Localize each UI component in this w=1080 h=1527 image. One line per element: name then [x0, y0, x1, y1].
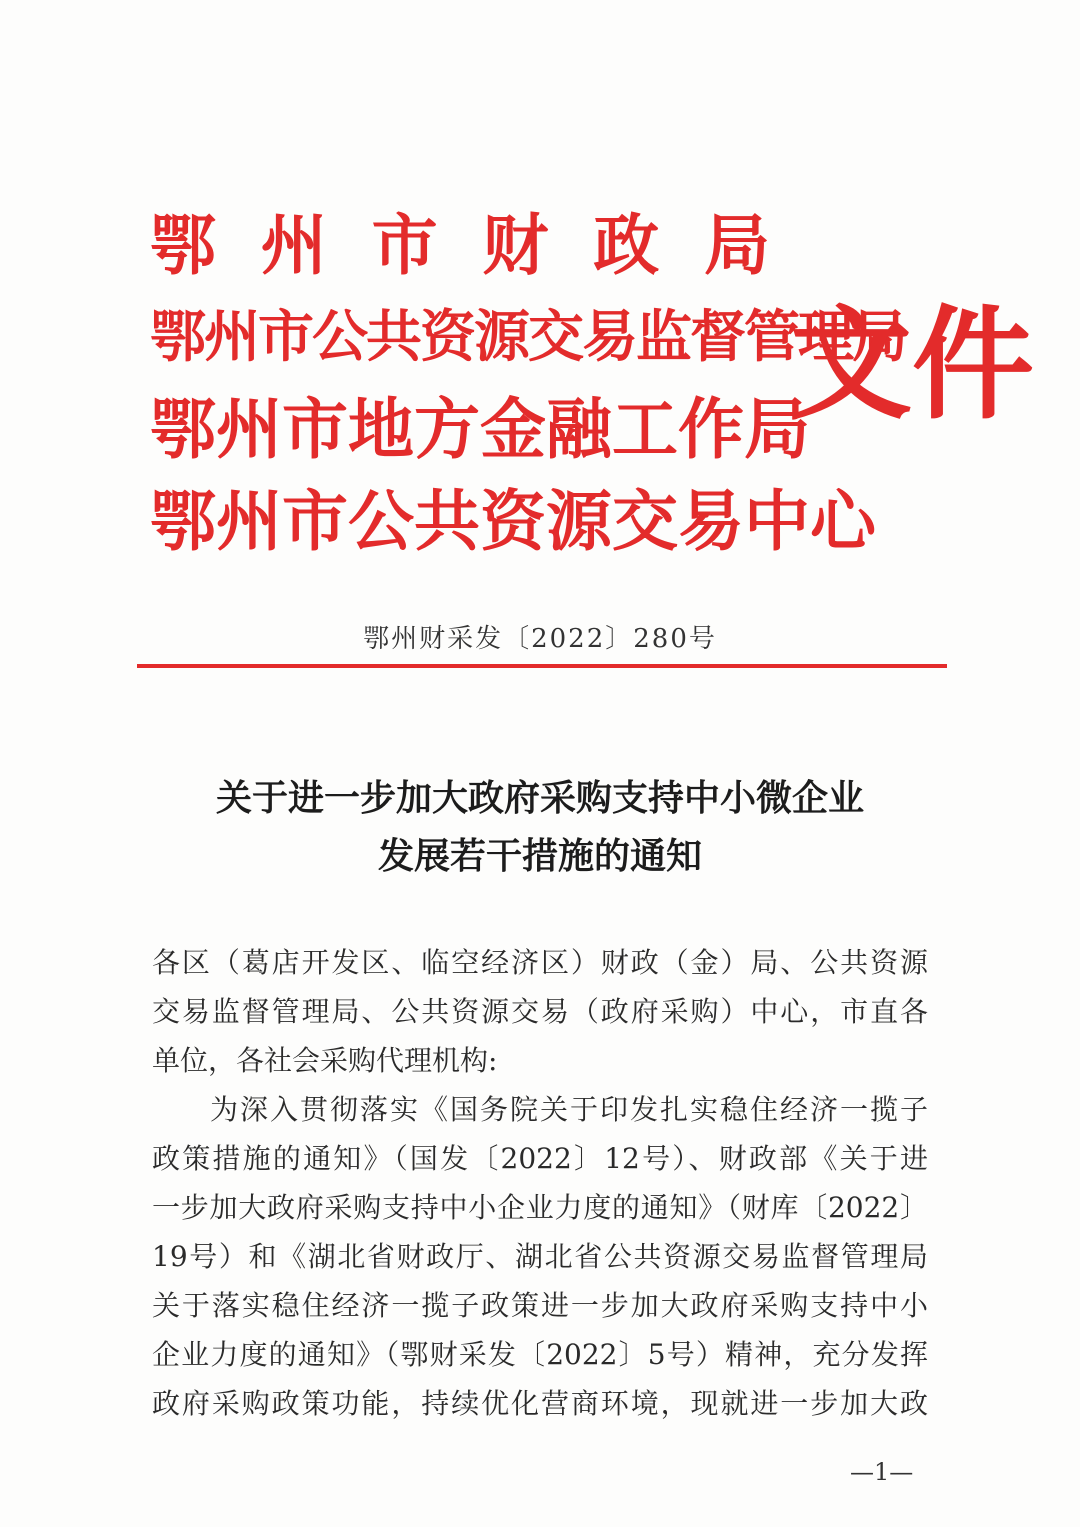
body-line: 各区（葛店开发区、临空经济区）财政（金）局、公共资源 — [152, 946, 928, 979]
document-body — [152, 938, 928, 1428]
issuer-list — [150, 200, 906, 568]
body-line: 为深入贯彻落实《国务院关于印发扎实稳住经济一揽子 — [210, 1093, 928, 1126]
body-line: 19号）和《湖北省财政厅、湖北省公共资源交易监督管理局 — [152, 1240, 928, 1273]
document-number: 鄂州财采发〔2022〕280号 — [363, 624, 717, 654]
issuer-local-finance-bureau: 鄂 州 市 地 方 金 融 工 作 局 — [150, 391, 810, 468]
document-title — [0, 770, 1080, 886]
issuer-public-resource-center: 鄂 州 市 公 共 资 源 交 易 中 心 — [150, 483, 876, 560]
title-line-1: 关于进一步加大政府采购支持中小微企业 — [215, 778, 864, 819]
issuer-public-resource-supervision: 鄂州市公共资源交易监督管理局 — [150, 305, 906, 370]
body-line: 企业力度的通知》（鄂财采发〔2022〕5号）精神，充分发挥 — [152, 1338, 928, 1371]
body-line: 关于落实稳住经济一揽子政策进一步加大政府采购支持中小 — [152, 1289, 928, 1322]
document-type-label: 文件 — [790, 294, 1034, 436]
body-line: 单位，各社会采购代理机构: — [152, 1044, 498, 1077]
body-line: 交易监督管理局、公共资源交易（政府采购）中心，市直各 — [152, 995, 928, 1028]
body-line: 政策措施的通知》（国发〔2022〕12号）、财政部《关于进 — [152, 1142, 928, 1175]
page-number: —1— — [850, 1458, 914, 1486]
body-line: 政府采购政策功能，持续优化营商环境，现就进一步加大政 — [152, 1387, 928, 1420]
red-divider — [137, 664, 947, 668]
title-line-2: 发展若干措施的通知 — [377, 836, 702, 877]
body-line: 一步加大政府采购支持中小企业力度的通知》（财库〔2022〕 — [152, 1191, 928, 1224]
issuer-finance-bureau: 鄂 州 市 财 政 局 — [150, 207, 770, 284]
